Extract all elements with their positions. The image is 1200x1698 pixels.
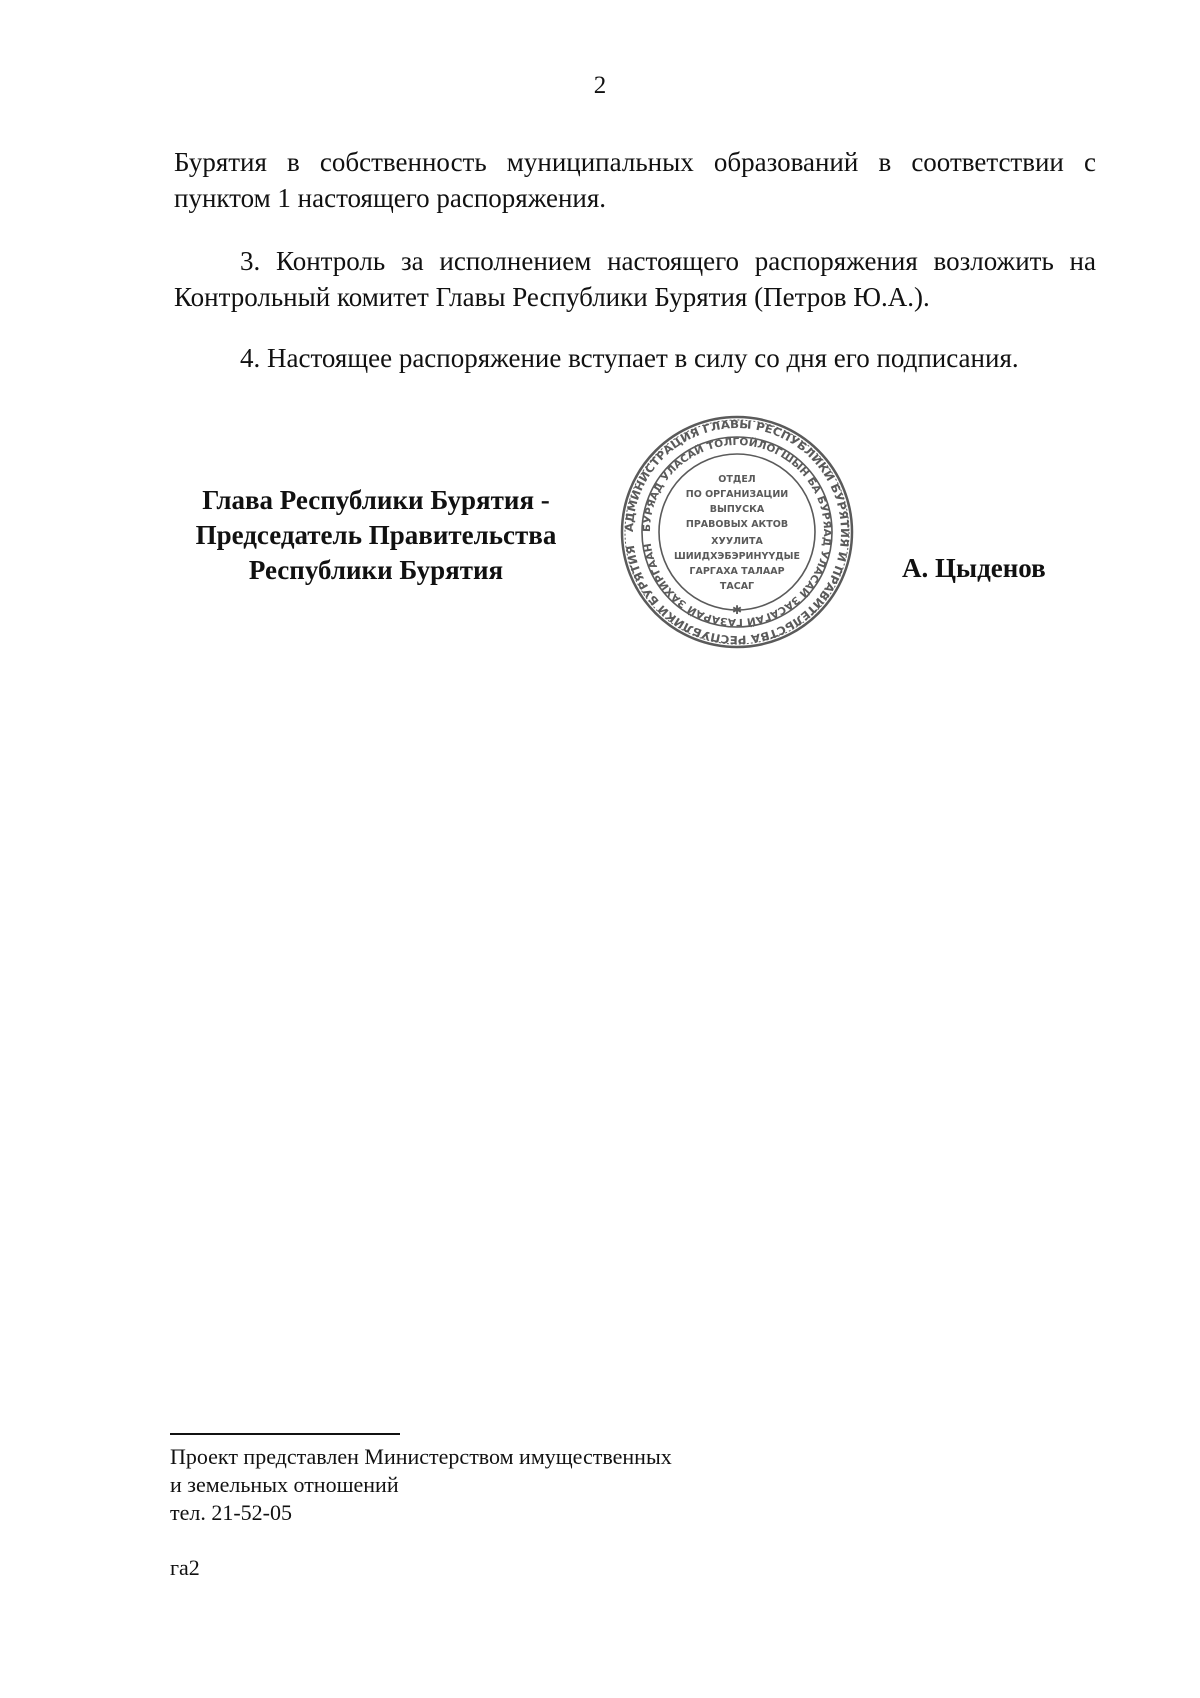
- signatory-title: [170, 483, 582, 588]
- seal-graphic: [619, 414, 855, 650]
- seal-inner-ring-text: БУРЯАД УЛАСАЙ ТОЛГОЙЛОГШЫН БА БУРЯАД УЛАСАЙ ЗАСАГАЙ ГАЗАРАЙ ЗАХИРГААН: [641, 436, 833, 628]
- seal-center-line: ПРАВОВЫХ АКТОВ: [685, 519, 789, 530]
- footnote-line: и земельных отношений: [170, 1472, 399, 1497]
- page-number: 2: [593, 72, 607, 99]
- footnote: [170, 1443, 672, 1527]
- seal-center-line: ТАСАГ: [719, 581, 755, 592]
- seal-center-line: ОТДЕЛ: [718, 474, 756, 485]
- paragraph-continuation: [174, 144, 1096, 216]
- official-seal: [619, 414, 855, 650]
- seal-center-line: ГАРГАХА ТАЛААР: [689, 566, 785, 577]
- footnote-line: Проект представлен Министерством имущественных: [170, 1444, 672, 1469]
- paragraph-item-4: 4. Настоящее распоряжение вступает в силу со дня его подписания.: [240, 343, 1019, 373]
- signatory-title-line: Республики Бурятия: [248, 555, 504, 585]
- paragraph-item-3: 3. Контроль за исполнением настоящего распоряжения возложить на Контрольный комитет Главы Республики Бурятия (Петров Ю.А.).: [174, 246, 1096, 312]
- signatory-title-line: Глава Республики Бурятия -: [202, 485, 550, 515]
- signatory-title-line: Председатель Правительства: [195, 520, 557, 550]
- paragraph-line: пунктом 1 настоящего распоряжения.: [174, 183, 607, 213]
- seal-center-line: ШИИДХЭБЭРИНҮҮДЫЕ: [673, 551, 801, 562]
- footnote-line: тел. 21-52-05: [170, 1500, 293, 1525]
- seal-center-line: ВЫПУСКА: [709, 504, 765, 515]
- paragraph-line: Бурятия в собственность муниципальных образований в соответствии с: [174, 147, 1096, 177]
- seal-center-line: ПО ОРГАНИЗАЦИИ: [685, 489, 789, 500]
- seal-outer-ring-text: АДМИНИСТРАЦИЯ ГЛАВЫ РЕСПУБЛИКИ БУРЯТИЯ И ПРАВИТЕЛЬСТВА РЕСПУБЛИКИ БУРЯТИЯ: [622, 417, 852, 647]
- svg-text:БУРЯАД УЛАСАЙ ТОЛГОЙЛОГШЫН БА: [642, 436, 832, 629]
- signer-name: А. Цыденов: [902, 553, 1046, 583]
- seal-star-icon: ✱: [731, 603, 743, 617]
- footnote-divider: [170, 1433, 400, 1435]
- seal-center-line: ХУУЛИТА: [711, 536, 763, 547]
- document-code: га2: [170, 1555, 200, 1580]
